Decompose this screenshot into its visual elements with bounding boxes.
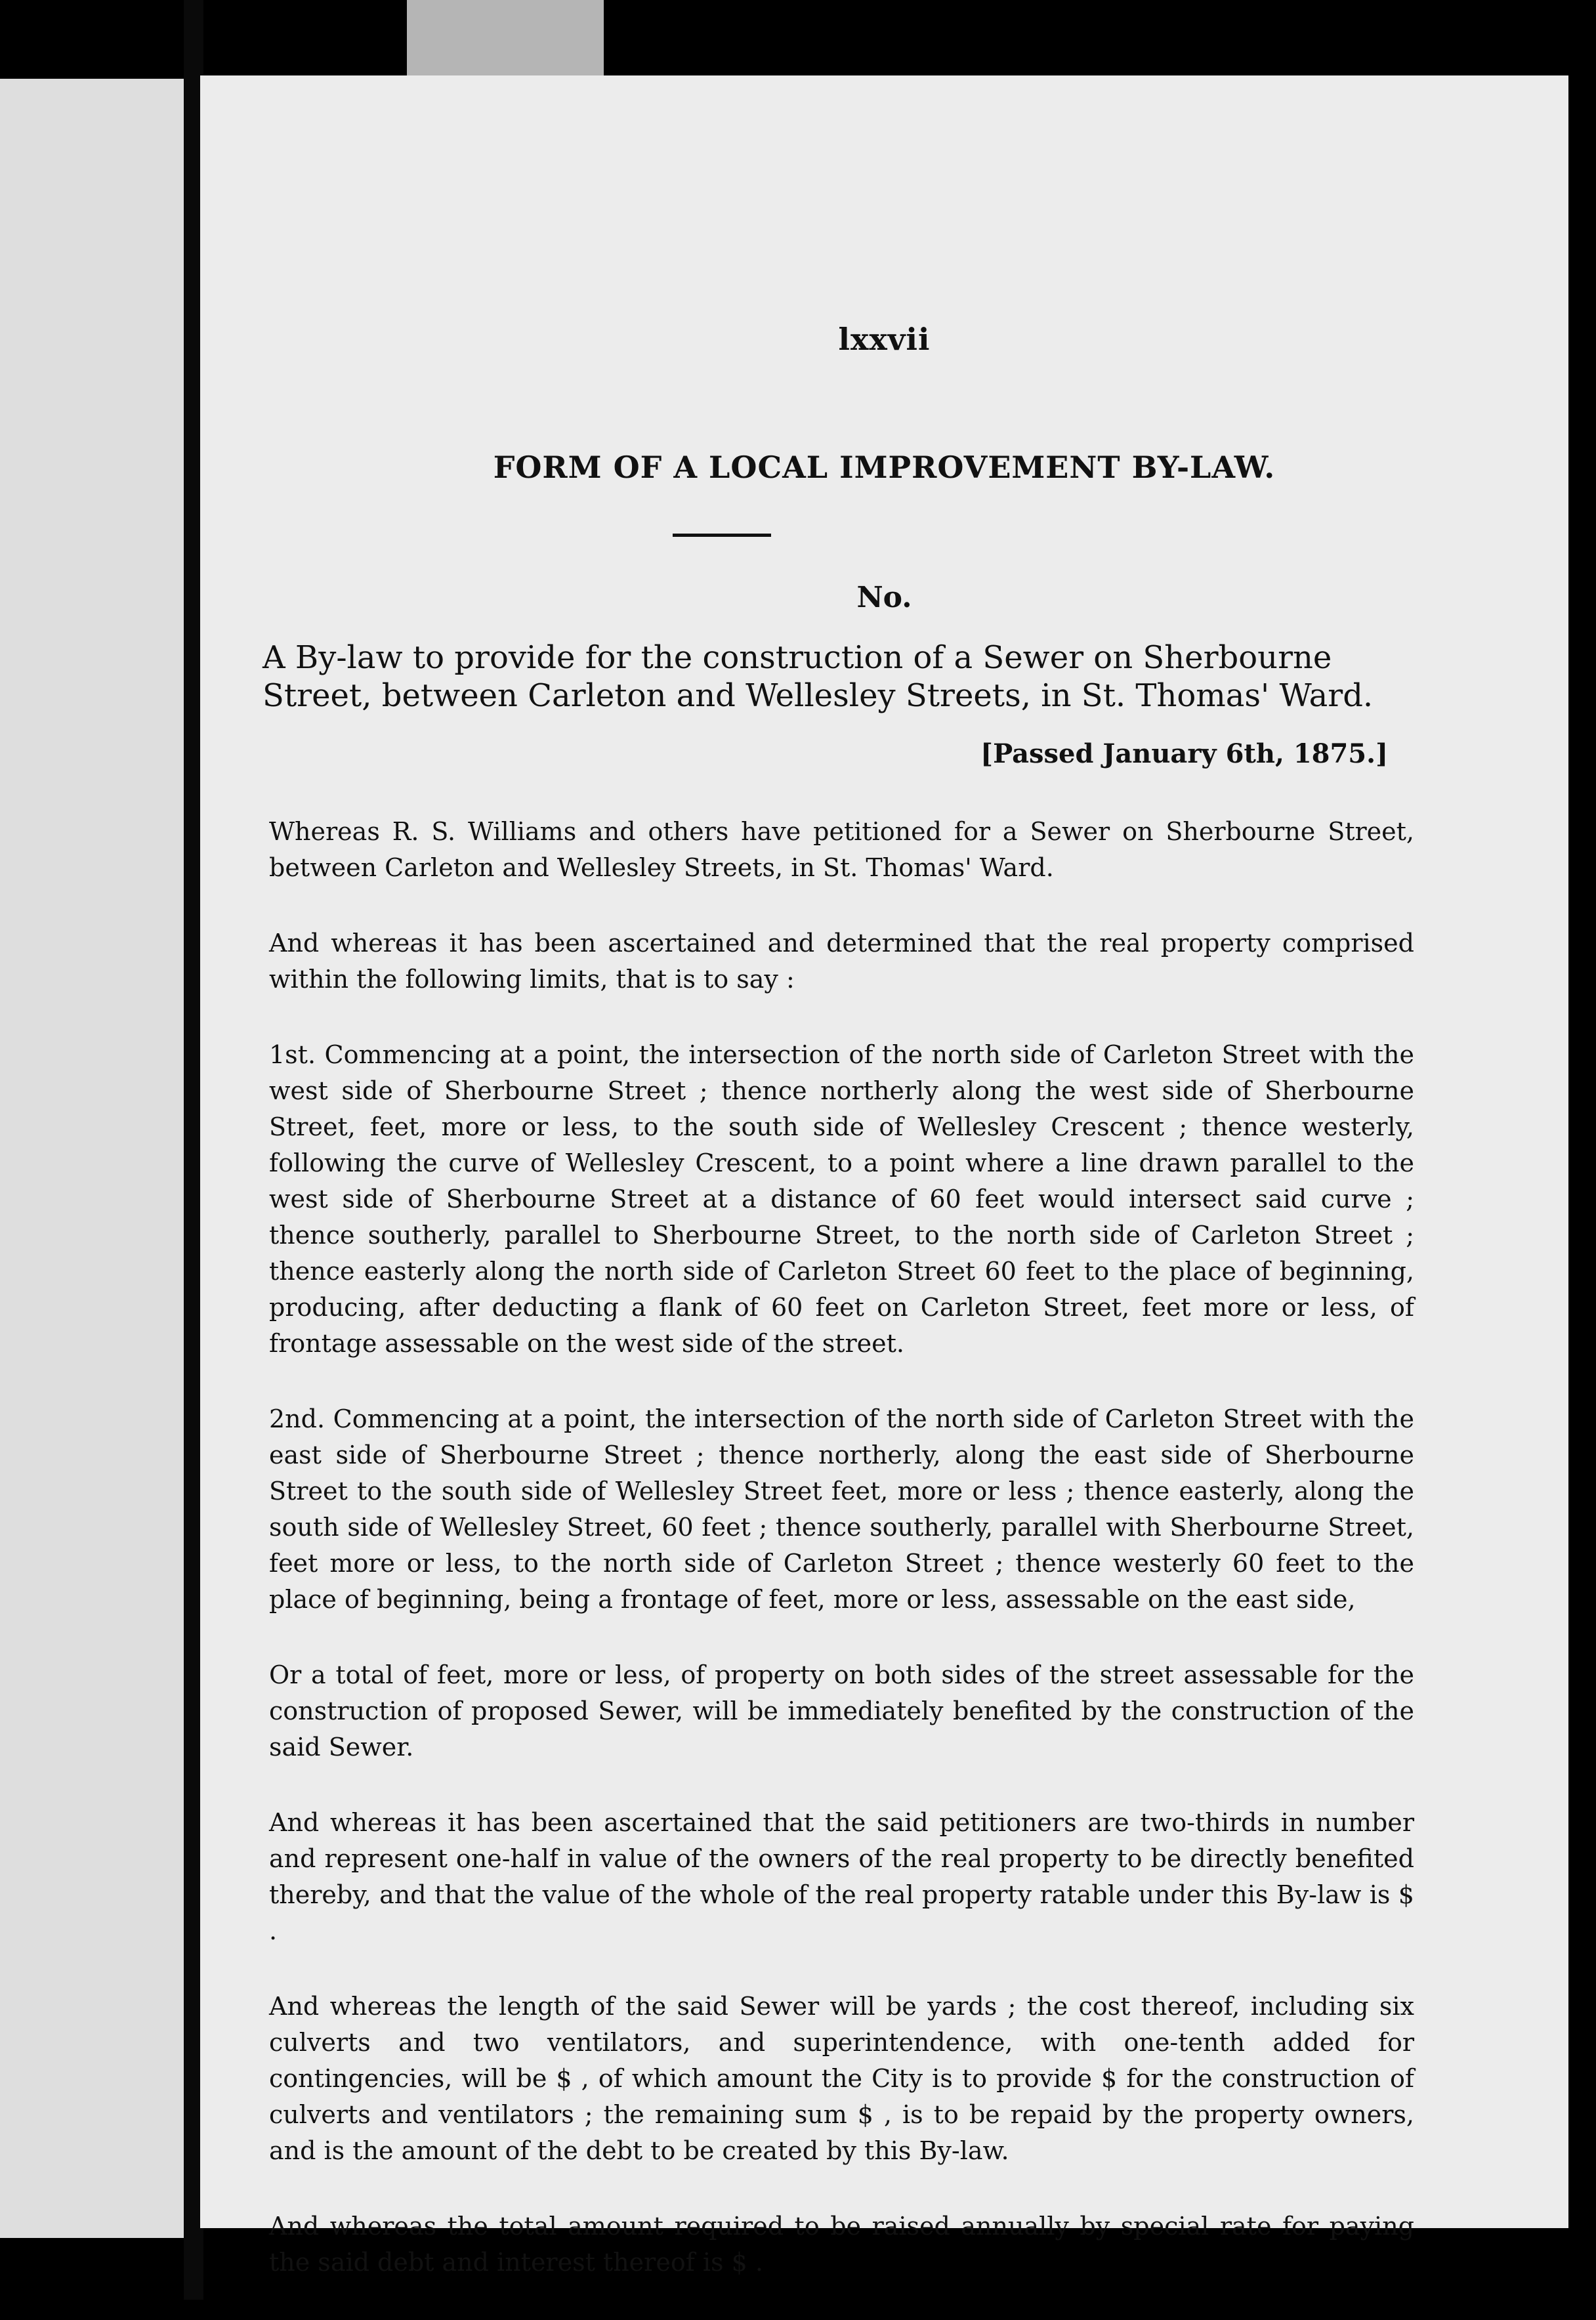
paragraph-total: Or a total of feet, more or less, of property on both sides of the street assessable for the construction of proposed Sewer, will be immediately benefited by the construction of the said Sewer. [269,1660,1414,1761]
paragraph-first-limit: 1st. Commencing at a point, the intersection of the north side of Carleton Street with the west side of Sherbourne Street ; thence northerly along the west side of Sherbourne Street, feet, more or less, to the south side of Wellesley Crescent ; thence westerly, following the curve of Wellesley Crescent, to a point where a line drawn parallel to the west side of Sherbourne Street at a distance of 60 feet would intersect said curve ; thence southerly, parallel to Sherbourne Street, to the north side of Carleton Street ; thence easterly along the north side of Carleton Street 60 feet to the place of beginning, producing, after deducting a flank of 60 feet on Carleton Street, feet more or less, of frontage assessable on the west side of the street. [269,1040,1414,1358]
document-page [200,75,1568,2277]
page-folio: lxxvii [838,322,931,357]
bylaw-heading: A By-law to provide for the construction of a Sewer on Sherbourne Street, between Carleton and Wellesley Streets, in St. Thomas' Ward. [262,639,1374,714]
bylaw-body [269,814,1414,2320]
facing-page-edge [0,79,184,2238]
passed-date: [Passed January 6th, 1875.] [980,738,1388,769]
paragraph-petitioners: And whereas it has been ascertained that the said petitioners are two-thirds in number and represent one-half in value of the owners of the real property to be directly benefited thereby, and that the value of the whole of the real property ratable under this By-law is $ . [269,1808,1414,1945]
paragraph-length-cost: And whereas the length of the said Sewer will be yards ; the cost thereof, including six culverts and two ventilators, and superintendence, with one-tenth added for contingencies, will be $ , of which amount the City is to provide $ for the construction of culverts and ventilators ; the remaining sum $ , is to be repaid by the property owners, and is the amount of the debt to be created by this By-law. [269,1992,1414,2165]
paragraph-annual-rate: And whereas the total amount required to be raised annually by special rate for paying the said debt and interest thereof is $ . [269,2212,1414,2277]
paragraph-real-property: And whereas it has been ascertained and determined that the real property comprised within the following limits, that is to say : [269,929,1414,994]
bylaw-number: No. [856,581,912,614]
paragraph-second-limit: 2nd. Commencing at a point, the intersection of the north side of Carleton Street with the east side of Sherbourne Street ; thence northerly, along the east side of Sherbourne Street to the south side of Wellesley Street feet, more or less ; thence easterly, along the south side of Wellesley Street, 60 feet ; thence southerly, parallel with Sherbourne Street, feet more or less, to the north side of Carleton Street ; thence westerly 60 feet to the place of beginning, being a frontage of feet, more or less, assessable on the east side, [269,1404,1414,1614]
title-rule [673,534,771,537]
document-title: FORM OF A LOCAL IMPROVEMENT BY-LAW. [493,450,1276,485]
paragraph-whereas: Whereas R. S. Williams and others have petitioned for a Sewer on Sherbourne Street, between Carleton and Wellesley Streets, in St. Thomas' Ward. [269,817,1414,882]
